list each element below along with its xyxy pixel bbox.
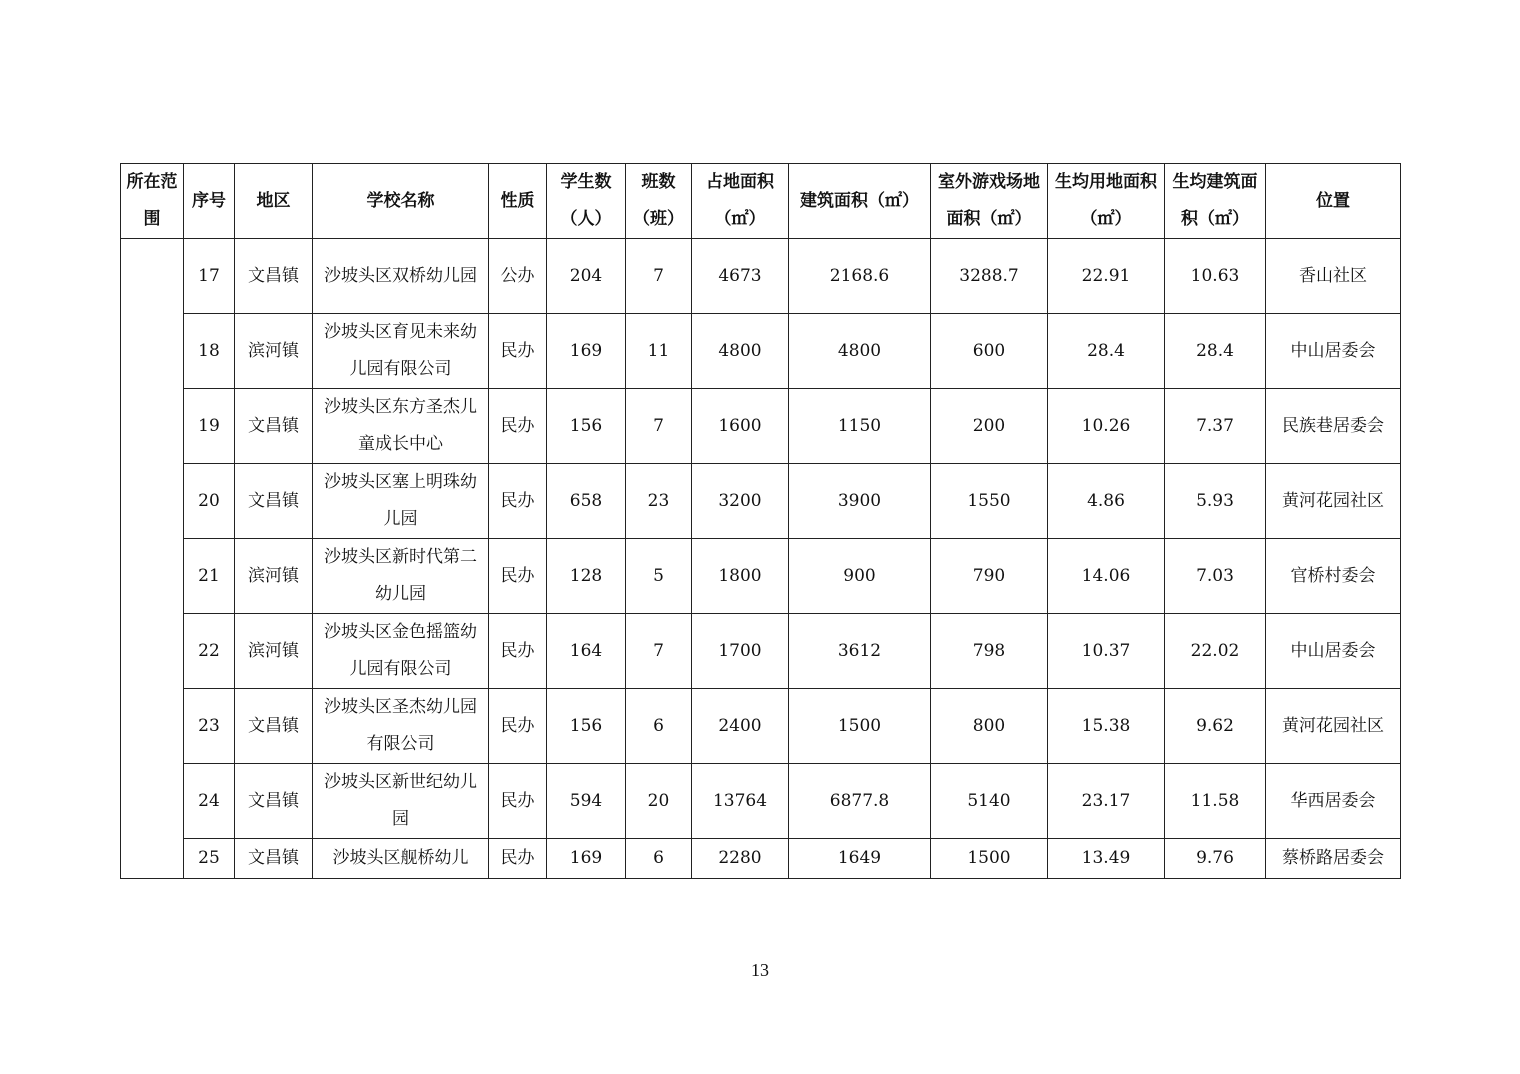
header-school-name: 学校名称 xyxy=(313,164,489,239)
cell-area: 文昌镇 xyxy=(235,464,313,539)
cell-classes: 11 xyxy=(626,314,692,389)
cell-land-per-student: 22.91 xyxy=(1048,239,1165,314)
cell-location: 官桥村委会 xyxy=(1266,539,1401,614)
cell-land-area: 4673 xyxy=(692,239,789,314)
cell-location: 中山居委会 xyxy=(1266,314,1401,389)
cell-building-area: 6877.8 xyxy=(789,764,931,839)
header-land-area: 占地面积（㎡） xyxy=(692,164,789,239)
cell-classes: 7 xyxy=(626,614,692,689)
cell-outdoor-area: 1550 xyxy=(931,464,1048,539)
cell-area: 文昌镇 xyxy=(235,689,313,764)
cell-classes: 6 xyxy=(626,689,692,764)
cell-type: 民办 xyxy=(489,764,547,839)
cell-students: 169 xyxy=(547,839,626,879)
cell-classes: 6 xyxy=(626,839,692,879)
cell-location: 黄河花园社区 xyxy=(1266,464,1401,539)
cell-building-area: 1150 xyxy=(789,389,931,464)
scope-cell xyxy=(121,239,184,879)
cell-location: 香山社区 xyxy=(1266,239,1401,314)
cell-building-per-student: 9.76 xyxy=(1165,839,1266,879)
cell-no: 22 xyxy=(184,614,235,689)
cell-classes: 7 xyxy=(626,389,692,464)
cell-land-per-student: 4.86 xyxy=(1048,464,1165,539)
cell-building-area: 1649 xyxy=(789,839,931,879)
cell-school-name: 沙坡头区圣杰幼儿园有限公司 xyxy=(313,689,489,764)
header-no: 序号 xyxy=(184,164,235,239)
cell-outdoor-area: 200 xyxy=(931,389,1048,464)
header-building-area: 建筑面积（㎡） xyxy=(789,164,931,239)
cell-outdoor-area: 790 xyxy=(931,539,1048,614)
table-row xyxy=(121,764,1401,839)
cell-type: 民办 xyxy=(489,839,547,879)
cell-no: 24 xyxy=(184,764,235,839)
cell-land-area: 2280 xyxy=(692,839,789,879)
cell-no: 17 xyxy=(184,239,235,314)
cell-outdoor-area: 3288.7 xyxy=(931,239,1048,314)
cell-building-per-student: 28.4 xyxy=(1165,314,1266,389)
cell-classes: 5 xyxy=(626,539,692,614)
cell-type: 民办 xyxy=(489,464,547,539)
cell-school-name: 沙坡头区新时代第二幼儿园 xyxy=(313,539,489,614)
cell-location: 中山居委会 xyxy=(1266,614,1401,689)
cell-building-per-student: 5.93 xyxy=(1165,464,1266,539)
cell-location: 民族巷居委会 xyxy=(1266,389,1401,464)
cell-school-name: 沙坡头区育见未来幼儿园有限公司 xyxy=(313,314,489,389)
header-location: 位置 xyxy=(1266,164,1401,239)
cell-land-per-student: 13.49 xyxy=(1048,839,1165,879)
cell-land-per-student: 10.26 xyxy=(1048,389,1165,464)
cell-land-per-student: 10.37 xyxy=(1048,614,1165,689)
cell-location: 蔡桥路居委会 xyxy=(1266,839,1401,879)
header-area: 地区 xyxy=(235,164,313,239)
cell-no: 25 xyxy=(184,839,235,879)
header-classes: 班数（班） xyxy=(626,164,692,239)
cell-land-per-student: 28.4 xyxy=(1048,314,1165,389)
table-row xyxy=(121,239,1401,314)
table-row xyxy=(121,839,1401,879)
cell-area: 滨河镇 xyxy=(235,614,313,689)
cell-land-area: 2400 xyxy=(692,689,789,764)
cell-type: 公办 xyxy=(489,239,547,314)
cell-type: 民办 xyxy=(489,614,547,689)
cell-land-per-student: 14.06 xyxy=(1048,539,1165,614)
header-land-per-student: 生均用地面积（㎡） xyxy=(1048,164,1165,239)
cell-building-per-student: 22.02 xyxy=(1165,614,1266,689)
header-scope: 所在范围 xyxy=(121,164,184,239)
cell-students: 128 xyxy=(547,539,626,614)
cell-students: 156 xyxy=(547,389,626,464)
cell-outdoor-area: 600 xyxy=(931,314,1048,389)
cell-land-area: 1600 xyxy=(692,389,789,464)
cell-area: 文昌镇 xyxy=(235,389,313,464)
cell-building-per-student: 11.58 xyxy=(1165,764,1266,839)
cell-classes: 20 xyxy=(626,764,692,839)
kindergarten-table xyxy=(120,163,1401,879)
page-number: 13 xyxy=(751,960,769,980)
cell-area: 文昌镇 xyxy=(235,239,313,314)
cell-building-per-student: 7.37 xyxy=(1165,389,1266,464)
cell-building-area: 3900 xyxy=(789,464,931,539)
cell-location: 华西居委会 xyxy=(1266,764,1401,839)
table-row xyxy=(121,689,1401,764)
table-row xyxy=(121,539,1401,614)
cell-students: 164 xyxy=(547,614,626,689)
table-row xyxy=(121,389,1401,464)
cell-land-area: 3200 xyxy=(692,464,789,539)
cell-building-area: 2168.6 xyxy=(789,239,931,314)
cell-students: 658 xyxy=(547,464,626,539)
cell-building-area: 4800 xyxy=(789,314,931,389)
table-row xyxy=(121,614,1401,689)
cell-school-name: 沙坡头区新世纪幼儿园 xyxy=(313,764,489,839)
cell-students: 169 xyxy=(547,314,626,389)
cell-building-per-student: 9.62 xyxy=(1165,689,1266,764)
table-row xyxy=(121,314,1401,389)
cell-outdoor-area: 1500 xyxy=(931,839,1048,879)
cell-outdoor-area: 5140 xyxy=(931,764,1048,839)
cell-school-name: 沙坡头区塞上明珠幼儿园 xyxy=(313,464,489,539)
cell-no: 20 xyxy=(184,464,235,539)
cell-school-name: 沙坡头区双桥幼儿园 xyxy=(313,239,489,314)
cell-type: 民办 xyxy=(489,689,547,764)
cell-students: 594 xyxy=(547,764,626,839)
cell-classes: 7 xyxy=(626,239,692,314)
header-outdoor-area: 室外游戏场地面积（㎡） xyxy=(931,164,1048,239)
cell-building-area: 1500 xyxy=(789,689,931,764)
cell-land-area: 1800 xyxy=(692,539,789,614)
header-row xyxy=(121,164,1401,239)
cell-area: 滨河镇 xyxy=(235,539,313,614)
cell-outdoor-area: 798 xyxy=(931,614,1048,689)
header-students: 学生数（人） xyxy=(547,164,626,239)
cell-no: 23 xyxy=(184,689,235,764)
cell-building-per-student: 7.03 xyxy=(1165,539,1266,614)
cell-school-name: 沙坡头区东方圣杰儿童成长中心 xyxy=(313,389,489,464)
cell-type: 民办 xyxy=(489,314,547,389)
cell-land-area: 13764 xyxy=(692,764,789,839)
cell-land-area: 4800 xyxy=(692,314,789,389)
cell-area: 文昌镇 xyxy=(235,764,313,839)
cell-school-name: 沙坡头区舰桥幼儿 xyxy=(313,839,489,879)
cell-students: 156 xyxy=(547,689,626,764)
cell-classes: 23 xyxy=(626,464,692,539)
cell-students: 204 xyxy=(547,239,626,314)
cell-no: 18 xyxy=(184,314,235,389)
header-building-per-student: 生均建筑面积（㎡） xyxy=(1165,164,1266,239)
cell-type: 民办 xyxy=(489,539,547,614)
cell-no: 21 xyxy=(184,539,235,614)
cell-no: 19 xyxy=(184,389,235,464)
table-row xyxy=(121,464,1401,539)
cell-land-per-student: 15.38 xyxy=(1048,689,1165,764)
cell-area: 滨河镇 xyxy=(235,314,313,389)
cell-building-area: 3612 xyxy=(789,614,931,689)
cell-outdoor-area: 800 xyxy=(931,689,1048,764)
cell-land-area: 1700 xyxy=(692,614,789,689)
cell-area: 文昌镇 xyxy=(235,839,313,879)
cell-location: 黄河花园社区 xyxy=(1266,689,1401,764)
cell-land-per-student: 23.17 xyxy=(1048,764,1165,839)
cell-building-per-student: 10.63 xyxy=(1165,239,1266,314)
header-type: 性质 xyxy=(489,164,547,239)
cell-type: 民办 xyxy=(489,389,547,464)
cell-building-area: 900 xyxy=(789,539,931,614)
cell-school-name: 沙坡头区金色摇篮幼儿园有限公司 xyxy=(313,614,489,689)
